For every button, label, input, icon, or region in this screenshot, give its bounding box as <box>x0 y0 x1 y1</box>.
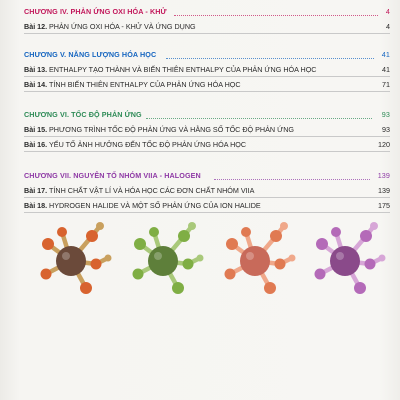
lesson-number: Bài 13. <box>24 65 48 74</box>
chapter-heading[interactable] <box>24 171 390 183</box>
chapter-page: 139 <box>377 171 390 180</box>
lesson-title: TÍNH CHẤT VẬT LÍ VÀ HÓA HỌC CÁC ĐƠN CHẤT NHÓM VIIA <box>49 186 255 195</box>
chapter-heading[interactable] <box>24 110 390 122</box>
lesson-number: Bài 15. <box>24 125 48 134</box>
lesson-row[interactable] <box>24 77 390 92</box>
dot-leader <box>146 118 372 119</box>
chapter-page: 4 <box>385 7 390 16</box>
lesson-page: 139 <box>378 186 390 195</box>
lesson-row[interactable] <box>24 137 390 152</box>
lesson-row[interactable] <box>24 122 390 137</box>
lesson-page: 41 <box>382 65 390 74</box>
chapter-title: CHƯƠNG VII. NGUYÊN TỐ NHÓM VIIA - HALOGEN <box>24 171 201 180</box>
chapter-heading[interactable] <box>24 7 390 19</box>
lesson-row[interactable] <box>24 198 390 213</box>
lesson-number: Bài 17. <box>24 186 48 195</box>
chapter-vii <box>24 171 390 213</box>
lesson-row[interactable] <box>24 183 390 198</box>
dot-leader <box>166 58 374 59</box>
lesson-page: 71 <box>382 80 390 89</box>
lesson-title: YẾU TỐ ẢNH HƯỞNG ĐẾN TỐC ĐỘ PHẢN ỨNG HÓA HỌC <box>49 140 247 149</box>
lesson-number: Bài 14. <box>24 80 48 89</box>
molecule-icon <box>28 218 114 304</box>
lesson-row[interactable] <box>24 19 390 34</box>
chapter-heading[interactable] <box>24 50 390 62</box>
dot-leader <box>174 15 378 16</box>
lesson-page: 175 <box>378 201 390 210</box>
chapter-title: CHƯƠNG IV. PHẢN ỨNG OXI HÓA - KHỬ <box>24 7 167 16</box>
molecule-icon <box>120 218 206 304</box>
lesson-number: Bài 18. <box>24 201 48 210</box>
lesson-title: ENTHALPY TẠO THÀNH VÀ BIẾN THIÊN ENTHALPY CỦA PHẢN ỨNG HÓA HỌC <box>49 65 317 74</box>
lesson-title: HYDROGEN HALIDE VÀ MỘT SỐ PHẢN ỨNG CỦA ION HALIDE <box>49 201 261 210</box>
chapter-title: CHƯƠNG VI. TỐC ĐỘ PHẢN ỨNG <box>24 110 142 119</box>
lesson-page: 4 <box>386 22 390 31</box>
molecule-icon <box>212 218 298 304</box>
dot-leader <box>214 179 370 180</box>
lesson-number: Bài 16. <box>24 140 48 149</box>
chapter-v <box>24 50 390 92</box>
chapter-page: 41 <box>381 50 390 59</box>
lesson-number: Bài 12. <box>24 22 48 31</box>
chapter-title: CHƯƠNG V. NĂNG LƯỢNG HÓA HỌC <box>24 50 157 59</box>
lesson-page: 120 <box>378 140 390 149</box>
molecule-icon <box>302 218 388 304</box>
lesson-page: 93 <box>382 125 390 134</box>
chapter-page: 93 <box>381 110 390 119</box>
lesson-title: PHƯƠNG TRÌNH TỐC ĐỘ PHẢN ỨNG VÀ HẰNG SỐ TỐC ĐỘ PHẢN ỨNG <box>49 125 295 134</box>
lesson-row[interactable] <box>24 62 390 77</box>
lesson-title: PHẢN ỨNG OXI HÓA - KHỬ VÀ ỨNG DỤNG <box>49 22 196 31</box>
lesson-title: TÍNH BIẾN THIÊN ENTHALPY CỦA PHẢN ỨNG HÓA HỌC <box>49 80 241 89</box>
chapter-vi <box>24 110 390 152</box>
chapter-iv <box>24 7 390 34</box>
